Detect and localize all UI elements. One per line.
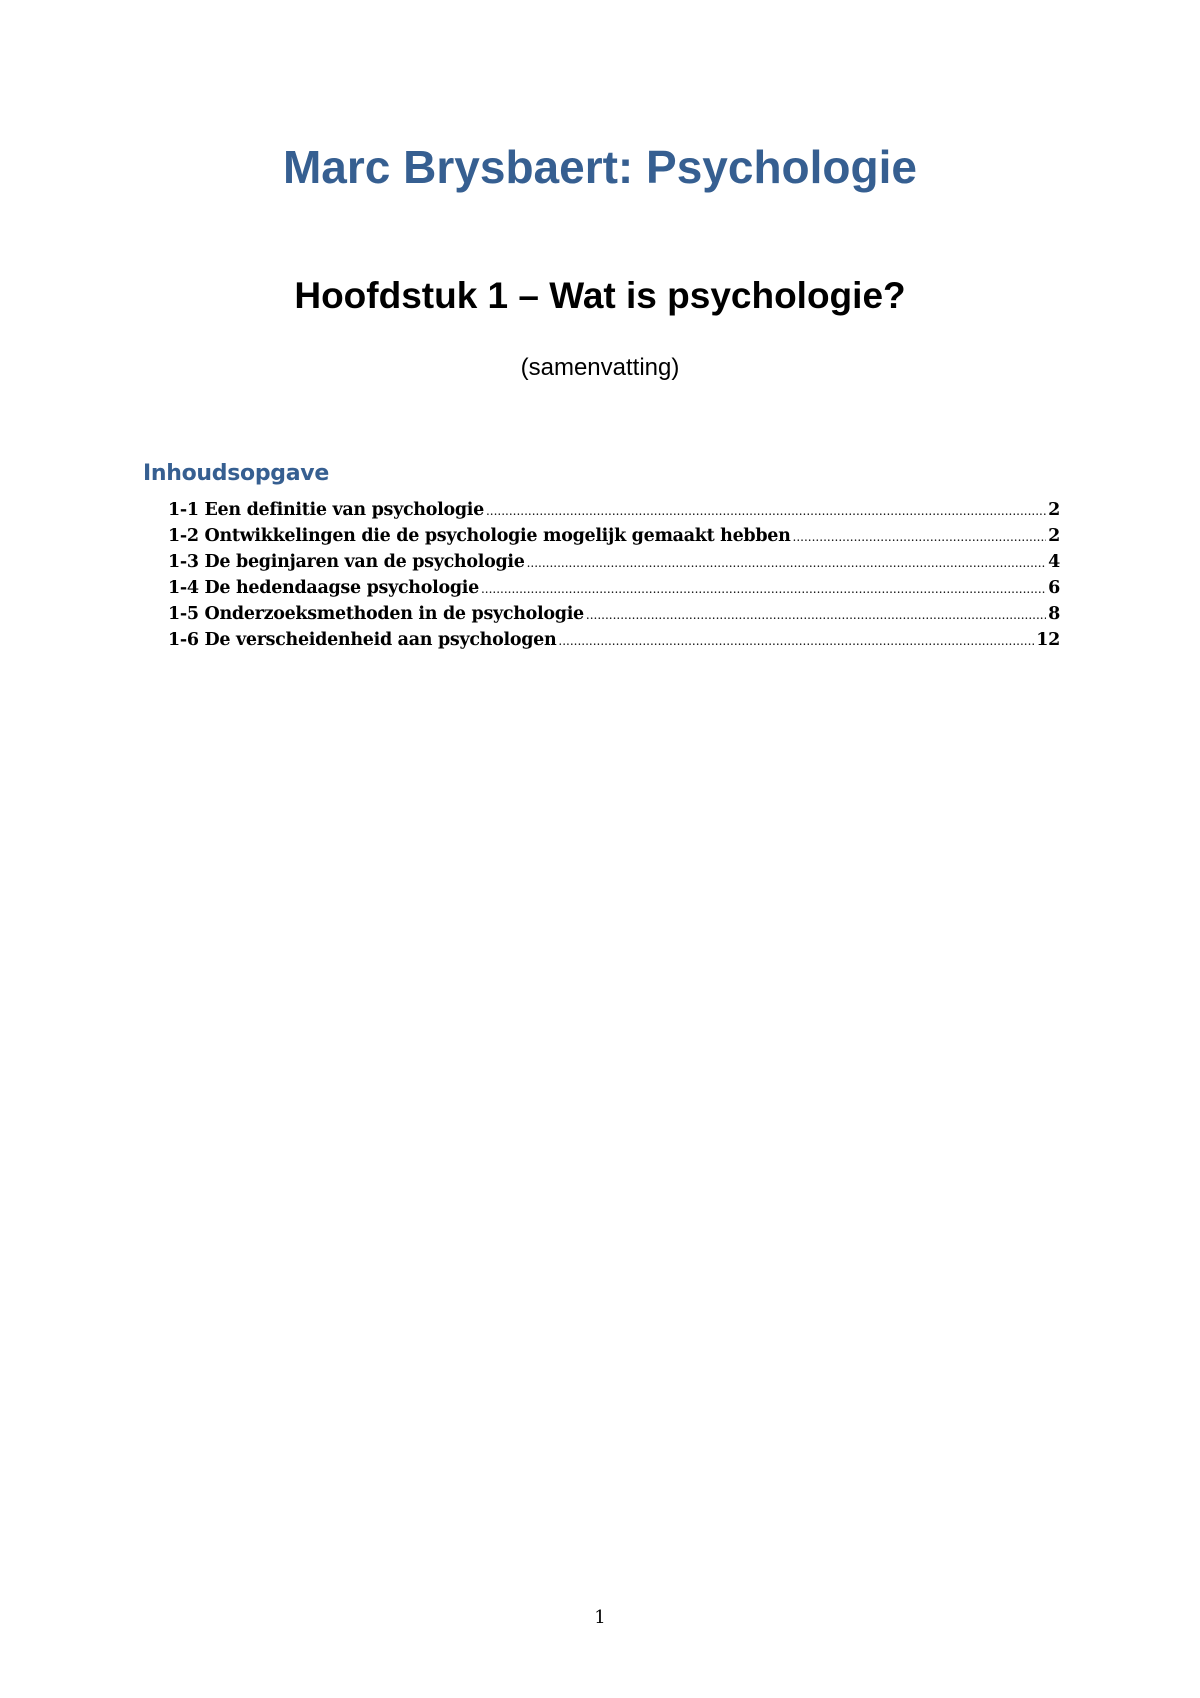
document-title: Marc Brysbaert: Psychologie xyxy=(282,141,917,193)
toc-dot-leader xyxy=(558,634,1034,648)
toc-dot-leader xyxy=(527,556,1047,570)
toc-entry-page: 4 xyxy=(1048,552,1060,572)
table-of-contents xyxy=(168,500,1060,656)
toc-entry-label: 1-2 Ontwikkelingen die de psychologie mogelijk gemaakt hebben xyxy=(168,526,791,546)
toc-entry-page: 2 xyxy=(1048,526,1060,546)
toc-entry-label: 1-6 De verscheidenheid aan psychologen xyxy=(168,630,557,650)
toc-dot-leader xyxy=(793,530,1047,544)
document-subtitle: (samenvatting) xyxy=(520,354,680,381)
toc-entry-label: 1-4 De hedendaagse psychologie xyxy=(168,578,479,598)
toc-dot-leader xyxy=(486,504,1046,518)
toc-entry-label: 1-3 De beginjaren van de psychologie xyxy=(168,552,525,572)
toc-entry-page: 8 xyxy=(1048,604,1060,624)
toc-heading: Inhoudsopgave xyxy=(143,461,329,486)
toc-dot-leader xyxy=(586,608,1046,622)
toc-entry-1-3[interactable] xyxy=(168,552,1060,578)
toc-entry-1-1[interactable] xyxy=(168,500,1060,526)
toc-entry-page: 6 xyxy=(1048,578,1060,598)
toc-entry-label: 1-5 Onderzoeksmethoden in de psychologie xyxy=(168,604,584,624)
toc-entry-label: 1-1 Een definitie van psychologie xyxy=(168,500,484,520)
chapter-title: Hoofdstuk 1 – Wat is psychologie? xyxy=(294,275,906,316)
toc-entry-1-6[interactable] xyxy=(168,630,1060,656)
toc-dot-leader xyxy=(481,582,1046,596)
toc-entry-1-2[interactable] xyxy=(168,526,1060,552)
toc-entry-page: 12 xyxy=(1036,630,1060,650)
page-number: 1 xyxy=(594,1607,606,1628)
toc-entry-1-4[interactable] xyxy=(168,578,1060,604)
toc-entry-page: 2 xyxy=(1048,500,1060,520)
toc-entry-1-5[interactable] xyxy=(168,604,1060,630)
